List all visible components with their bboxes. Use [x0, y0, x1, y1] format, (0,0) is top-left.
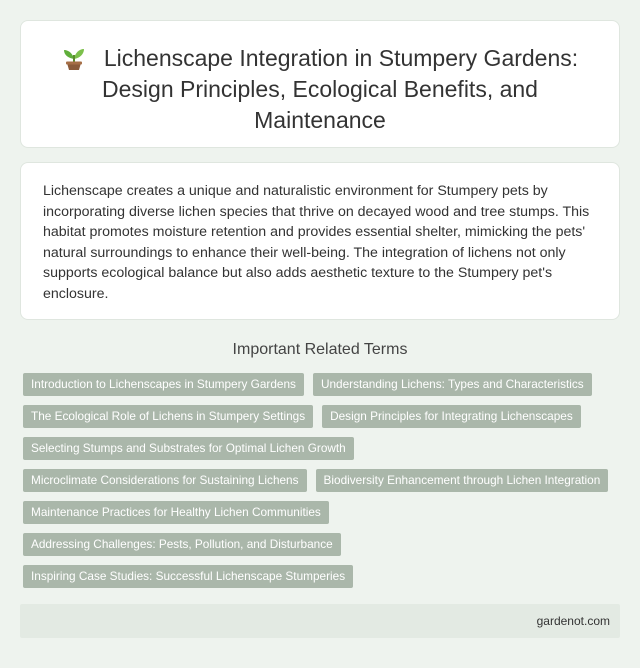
description-text: Lichenscape creates a unique and naturalistic environment for Stumpery pets by incorporating diverse lichen species that thrive on decayed wood and tree stumps. This habitat promotes moisture retention and provides essential shelter, mimicking the pets' natural surroundings to enhance their well-being. The integration of lichens not only supports ecological balance but also adds aesthetic texture to the Stumpery pet's enclosure.: [43, 183, 590, 302]
description-card: [20, 162, 620, 320]
related-term-tag[interactable]: Microclimate Considerations for Sustaining Lichens: [23, 469, 307, 492]
related-term-tag[interactable]: Selecting Stumps and Substrates for Optimal Lichen Growth: [23, 437, 354, 460]
related-terms-row: [23, 469, 623, 492]
related-term-tag[interactable]: Design Principles for Integrating Lichenscapes: [322, 405, 581, 428]
sprout-icon: [62, 44, 86, 70]
page-title-text: Lichenscape Integration in Stumpery Gardens: Design Principles, Ecological Benefits, and Maintenance: [102, 45, 579, 133]
related-terms-row: [23, 501, 623, 524]
footer: [20, 604, 620, 638]
page-title: [51, 43, 589, 136]
related-term-tag[interactable]: Maintenance Practices for Healthy Lichen Communities: [23, 501, 329, 524]
related-terms-list: [23, 373, 623, 597]
related-terms-heading: Important Related Terms: [232, 341, 408, 358]
related-term-tag[interactable]: Introduction to Lichenscapes in Stumpery Gardens: [23, 373, 304, 396]
related-term-tag[interactable]: Inspiring Case Studies: Successful Lichenscape Stumperies: [23, 565, 353, 588]
related-terms-row: [23, 405, 623, 428]
related-terms-row: [23, 437, 623, 460]
footer-site-link[interactable]: gardenot.com: [536, 614, 610, 628]
related-term-tag[interactable]: The Ecological Role of Lichens in Stumpery Settings: [23, 405, 313, 428]
related-term-tag[interactable]: Biodiversity Enhancement through Lichen Integration: [316, 469, 609, 492]
related-term-tag[interactable]: Understanding Lichens: Types and Characteristics: [313, 373, 592, 396]
related-terms-row: [23, 533, 623, 556]
title-card: [20, 20, 620, 148]
related-terms-row: [23, 373, 623, 396]
related-terms-row: [23, 565, 623, 588]
related-term-tag[interactable]: Addressing Challenges: Pests, Pollution, and Disturbance: [23, 533, 341, 556]
